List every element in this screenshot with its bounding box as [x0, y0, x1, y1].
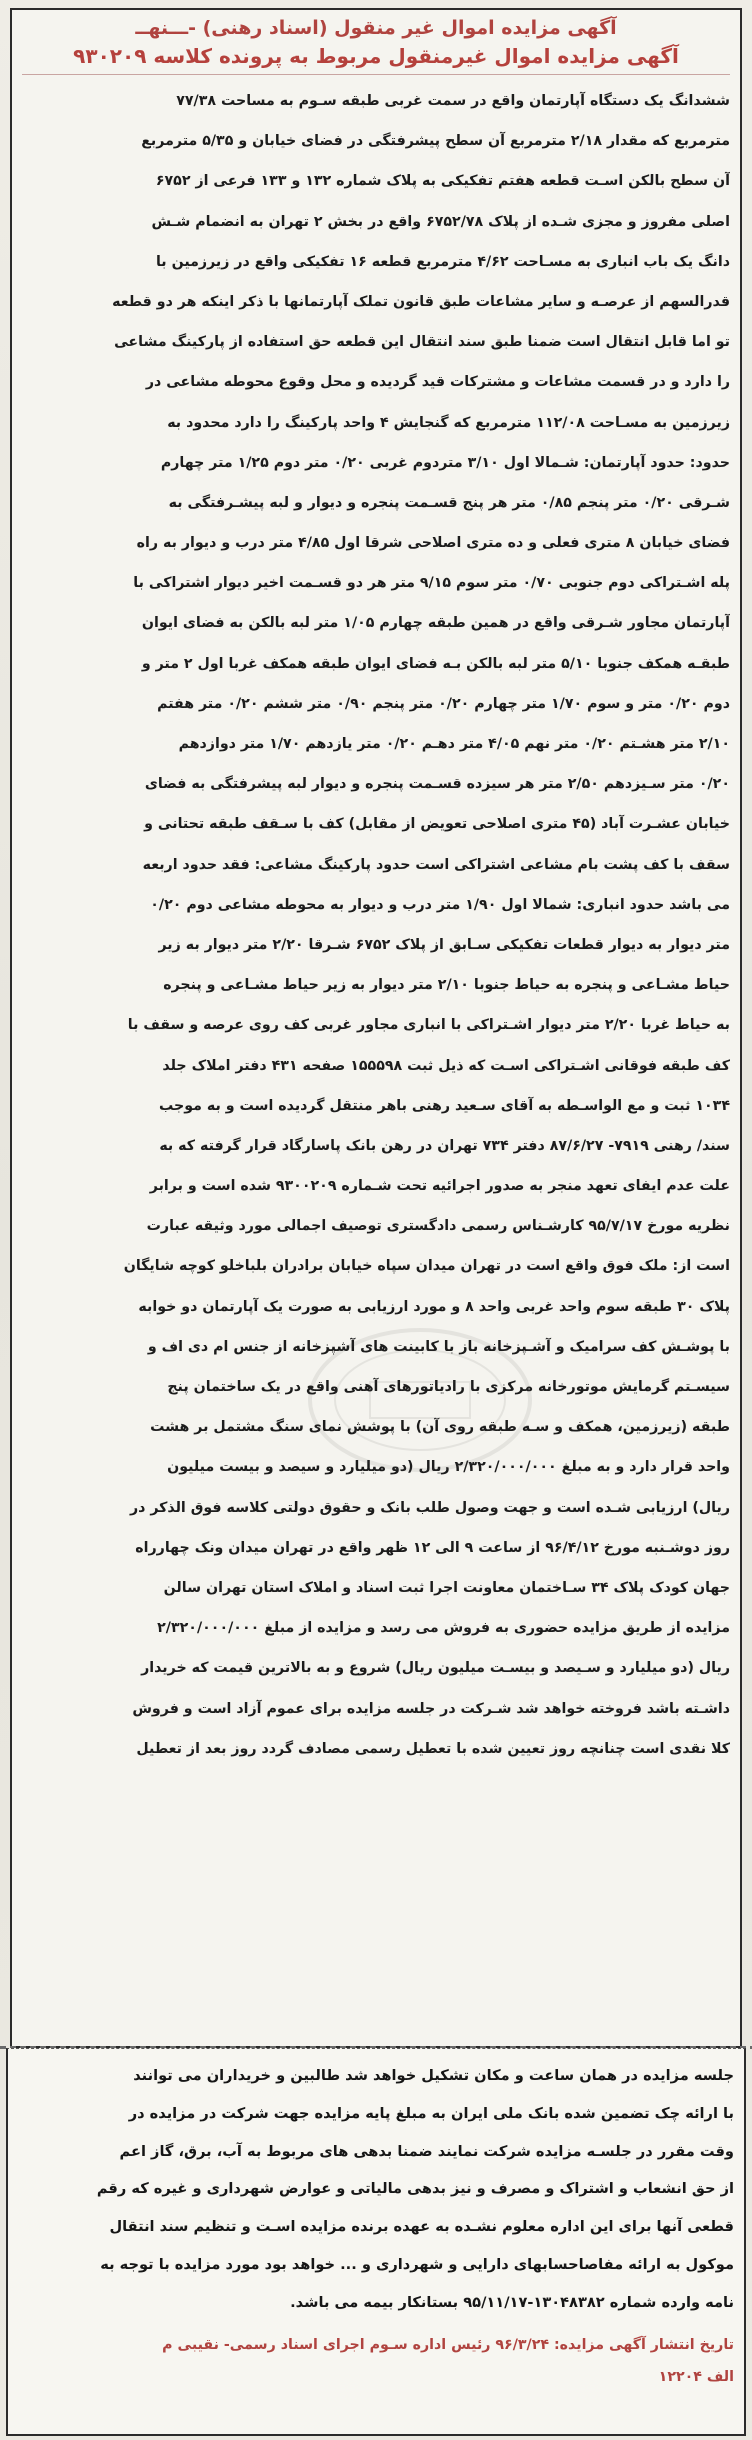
- text-line: را دارد و در قسمت مشاعات و مشترکات قید گردیده و محل وقوع محوطه مشاعی در: [145, 374, 730, 391]
- text-line: طبقه (زیرزمین، همکف و سـه طبقه روی آن) با پوشش نمای سنگ مشتمل بر هشت: [150, 1419, 730, 1436]
- text-line: سقف با کف پشت بام مشاعی اشتراکی است حدود پارکینگ مشاعی: فقد حدود اربعه: [142, 856, 730, 873]
- auction-notice-continuation: [6, 2048, 746, 2436]
- text-line: مزایده از طریق مزایده حضوری به فروش می رسد و مزایده از مبلغ ۲/۳۲۰/۰۰۰/۰۰۰: [157, 1620, 730, 1637]
- text-line: پله اشـتراکی دوم جنوبی ۰/۷۰ متر سوم ۹/۱۵ متر هر دو قسـمت اخیر دیوار اشتراکی با: [133, 575, 730, 592]
- text-line: واحد قرار دارد و به مبلغ ۲/۳۲۰/۰۰۰/۰۰۰ ریال (دو میلیارد و سیصد و بیست میلیون: [167, 1459, 730, 1476]
- text-line: روز دوشـنبه مورخ ۹۶/۴/۱۲ از ساعت ۹ الی ۱۲ ظهر واقع در تهران میدان ونک چهارراه: [135, 1539, 730, 1556]
- text-line: پلاک ۳۰ طبقه سوم واحد غربی واحد ۸ و مورد ارزیابی به صورت یک آپارتمان دو خوابه: [138, 1298, 730, 1315]
- text-line: سیسـتم گرمایش موتورخانه مرکزی با رادیاتورهای آهنی واقع در یک ساختمان پنج: [167, 1379, 730, 1395]
- text-line: اصلی مفروز و مجزی شـده از پلاک ۶۷۵۲/۷۸ واقع در بخش ۲ تهران به انضمام شـش: [151, 213, 730, 230]
- auction-notice-main: [10, 8, 742, 2048]
- reference-code: الف ۱۲۲۰۴: [658, 2368, 734, 2385]
- text-line: آپارتمان مجاور شـرقی واقع در همین طبقه چهارم ۱/۰۵ متر لبه بالکن به فضای ایوان: [141, 615, 730, 632]
- continuation-body: [18, 2057, 734, 2322]
- text-line: ۲/۱۰ متر هشـتم ۰/۲۰ متر نهم ۴/۰۵ متر دهـم ۰/۲۰ متر یازدهم ۱/۷۰ متر دوازدهم: [178, 736, 730, 752]
- notice-subtitle: آگهی مزایده اموال غیرمنقول مربوط به پرونده کلاسه ۹۳۰۲۰۹: [22, 42, 730, 75]
- text-line: آن سطح بالکن اسـت قطعه هفتم تفکیکی به پلاک شماره ۱۳۲ و ۱۳۳ فرعی از ۶۷۵۲: [155, 173, 730, 190]
- text-line: دوم ۰/۲۰ متر و سوم ۱/۷۰ متر چهارم ۰/۲۰ متر پنجم ۰/۹۰ متر ششم ۰/۲۰ متر هفتم: [157, 695, 730, 712]
- text-line: حدود: حدود آپارتمان: شـمالا اول ۳/۱۰ متردوم غربی ۰/۲۰ متر دوم ۱/۲۵ متر چهارم: [160, 454, 730, 471]
- text-line: می باشد حدود انباری: شمالا اول ۱/۹۰ متر درب و دیوار به محوطه مشاعی دوم ۰/۲۰: [150, 896, 730, 913]
- text-line: است از: ملک فوق واقع است در تهران میدان سپاه خیابان برادران بلباخلو کوچه شایگان: [123, 1258, 730, 1275]
- notice-body: [22, 81, 730, 1769]
- text-line: ریال (دو میلیارد و سـیصد و بیسـت میلیون ریال) شروع و به بالاترین قیمت که خریدار: [141, 1660, 730, 1677]
- text-line: داشـته باشد فروخته خواهد شد شـرکت در جلسه مزایده برای عموم آزاد است و فروش: [132, 1700, 730, 1717]
- text-line: ۰/۲۰ متر سـیزدهم ۲/۵۰ متر هر سیزده قسـمت پنجره و دیوار لبه پیشرفتگی به فضای: [144, 776, 730, 793]
- text-line: با پوشـش کف سرامیک و آشـپزخانه باز با کابینت های آشپزخانه از جنس ام دی اف و: [147, 1338, 730, 1355]
- publish-date-line: تاریخ انتشار آگهی مزایده: ۹۶/۳/۲۴ رئیس اداره سـوم اجرای اسناد رسمی- نقیبی م: [162, 2336, 734, 2353]
- text-line: سند/ رهنی ۷۹۱۹- ۸۷/۶/۲۷ دفتر ۷۳۴ تهران در رهن بانک پاسارگاد قرار گرفته که به: [159, 1137, 730, 1154]
- text-line: مترمربع که مقدار ۲/۱۸ مترمربع آن سطح پیشرفتگی در فضای خیابان و ۵/۳۵ مترمربع: [141, 133, 730, 150]
- text-line: شـرقی ۰/۲۰ متر پنجم ۰/۸۵ متر هر پنج قسـمت پنجره و دیوار و لبه پیشـرفتگی به: [168, 494, 730, 511]
- text-line: قدرالسهم از عرصـه و سایر مشاعات طبق قانون تملک آپارتمانها با ذکر اینکه هر دو قطعه: [112, 293, 730, 310]
- text-line: دانگ یک باب انباری به مسـاحت ۴/۶۲ مترمربع قطعه ۱۶ تفکیکی واقع در زیرزمین با: [155, 253, 730, 270]
- text-line: خیابان عشـرت آباد (۴۵ متری اصلاحی تعویض از مقابل) کف با سـقف طبقه تحتانی و: [144, 816, 730, 833]
- text-line: کلا نقدی است چنانچه روز تعیین شده با تعطیل رسمی مصادف گردد روز بعد از تعطیل: [136, 1740, 730, 1757]
- text-line: فضای خیابان ۸ متری فعلی و ده متری اصلاحی شرقا اول ۴/۸۵ متر درب و دیوار به راه: [136, 535, 730, 552]
- text-line: نامه وارده شماره ۱۳۰۴۸۳۸۲-۹۵/۱۱/۱۷ بستانکار بیمه می باشد.: [290, 2293, 734, 2311]
- text-line: موکول به ارائه مفاصاحسابهای دارایی و شهرداری و ... خواهد بود مورد مزایده با توجه به: [100, 2255, 734, 2273]
- text-line: علت عدم ایفای تعهد منجر به صدور اجرائیه تحت شـماره ۹۳۰۰۲۰۹ شده است و برابر: [149, 1178, 730, 1195]
- text-line: ۱۰۳۴ ثبت و مع الواسـطه به آقای سـعید رهنی باهر منتقل گردیده است و به موجب: [158, 1097, 730, 1114]
- text-line: ششدانگ یک دستگاه آپارتمان واقع در سمت غربی طبقه سـوم به مساحت ۷۷/۳۸: [176, 93, 730, 109]
- text-line: نظریه مورخ ۹۵/۷/۱۷ کارشـناس رسمی دادگستری توصیف اجمالی مورد وثیقه عبارت: [146, 1218, 730, 1235]
- text-line: با ارائه چک تضمین شده بانک ملی ایران به مبلغ پایه مزایده جهت شرکت در مزایده در: [128, 2104, 734, 2122]
- text-line: تو اما قابل انتقال است ضمنا طبق سند انتقال این قطعه حق استفاده از پارکینگ مشاعی: [114, 334, 730, 351]
- text-line: ریال) ارزیابی شـده است و جهت وصول طلب بانک و حقوق دولتی کلاسه فوق الذکر در: [129, 1499, 730, 1516]
- text-line: قطعی آنها برای این اداره معلوم نشـده به عهده برنده مزایده اسـت و تنظیم سند انتقال: [109, 2218, 734, 2236]
- text-line: به حیاط غربا ۲/۲۰ متر دیوار اشـتراکی با انباری مجاور غربی کف روی عرصه و سقف با: [127, 1017, 730, 1034]
- text-line: کف طبقه فوقانی اشـتراکی اسـت که ذیل ثبت ۱۵۵۵۹۸ صفحه ۴۳۱ دفتر املاک جلد: [162, 1057, 730, 1074]
- text-line: متر دیوار به دیوار قطعات تفکیکی سـابق از پلاک ۶۷۵۲ شـرقا ۲/۲۰ متر دیوار به زیر: [158, 936, 730, 953]
- text-line: جلسه مزایده در همان ساعت و مکان تشکیل خواهد شد طالبین و خریداران می توانند: [133, 2067, 734, 2084]
- text-line: طبقـه همکف جنوبا ۵/۱۰ متر لبه بالکن بـه فضای ایوان طبقه همکف غربا اول ۲ متر و: [141, 655, 730, 672]
- notice-title: آگهی مزایده اموال غیر منقول (اسناد رهنی) -ـــنهــ: [135, 17, 617, 39]
- text-line: وقت مقرر در جلسـه مزایده شرکت نمایند ضمنا بدهی های مربوط به آب، برق، گاز اعم: [119, 2142, 734, 2160]
- text-line: از حق انشعاب و اشتراک و مصرف و نیز بدهی مالیاتی و عوارض شهرداری و غیره که رقم: [96, 2180, 734, 2198]
- text-line: زیرزمین به مسـاحت ۱۱۲/۰۸ مترمربع که گنجایش ۴ واحد پارکینگ را دارد محدود به: [167, 414, 730, 431]
- text-line: جهان کودک پلاک ۳۴ سـاختمان معاونت اجرا ثبت اسناد و املاک استان تهران سالن: [163, 1579, 730, 1596]
- text-line: حیاط مشـاعی و پنجره به حیاط جنوبا ۲/۱۰ متر دیوار به زیر حیاط مشـاعی و پنجره: [163, 977, 730, 994]
